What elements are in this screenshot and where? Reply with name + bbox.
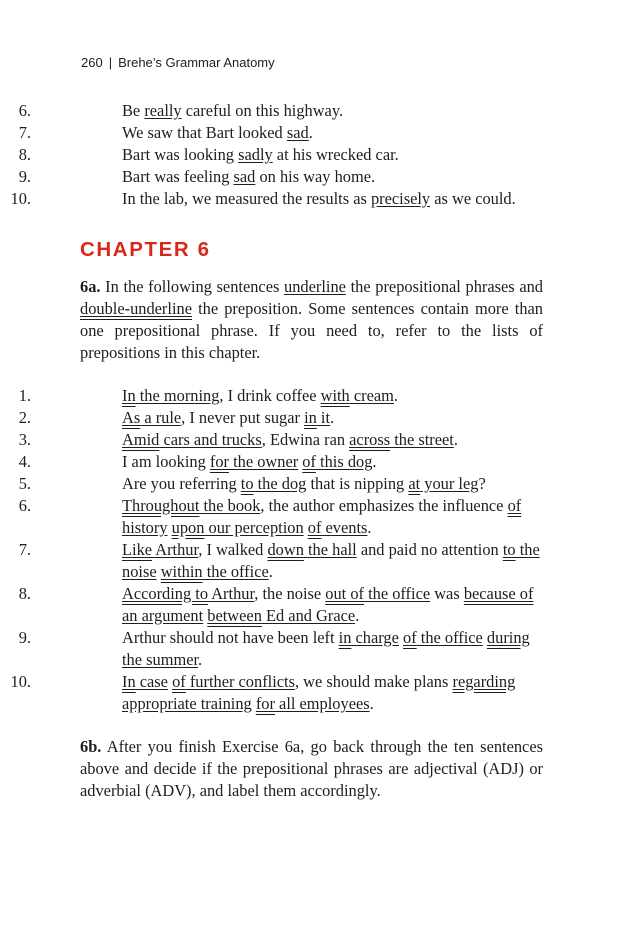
preposition: Like xyxy=(122,540,153,559)
preposition: of xyxy=(172,672,186,691)
chapter-heading: CHAPTER 6 xyxy=(80,238,211,261)
header-separator: | xyxy=(108,55,113,70)
phrase-object: the owner xyxy=(229,452,299,471)
previous-exercise-list xyxy=(0,100,630,210)
item-number: 3. xyxy=(18,430,31,449)
phrase-object: the summer xyxy=(122,650,199,669)
phrase-object: Arthur xyxy=(208,584,255,603)
exercise-item xyxy=(0,144,543,166)
preposition: in xyxy=(338,628,352,647)
preposition: with xyxy=(320,386,350,405)
sentence-text: In the lab, we measured the results as xyxy=(122,189,371,208)
preposition: out of xyxy=(325,584,364,603)
exercise-6a-label: 6a. xyxy=(80,277,101,296)
phrase-object: our perception xyxy=(204,518,304,537)
item-number: 6. xyxy=(18,101,31,120)
sentence-text: . xyxy=(355,606,360,625)
exercise-sentence xyxy=(0,451,543,473)
exercise-item xyxy=(0,122,543,144)
preposition: Throughout xyxy=(122,496,200,515)
preposition: between xyxy=(207,606,262,625)
phrase-object: Ed and Grace xyxy=(261,606,356,625)
phrase-object: really xyxy=(144,101,182,120)
sentence-text: . xyxy=(369,694,374,713)
preposition: of xyxy=(307,518,322,537)
phrase-object: it xyxy=(316,408,331,427)
item-number: 2. xyxy=(18,408,31,427)
phrase-object: your leg xyxy=(420,474,479,493)
phrase-object: charge xyxy=(351,628,399,647)
running-header xyxy=(81,55,275,70)
preposition: In xyxy=(122,672,136,691)
exercise-sentence xyxy=(0,627,543,671)
sentence-text: Arthur should not have been left xyxy=(122,628,339,647)
sentence-text: on his way home. xyxy=(255,167,376,186)
item-number: 7. xyxy=(18,540,31,559)
preposition: across xyxy=(349,430,391,449)
sentence-text: ? xyxy=(478,474,486,493)
underline-term: underline xyxy=(284,277,346,296)
item-number: 8. xyxy=(18,584,31,603)
preposition: in xyxy=(304,408,317,427)
sentence-text: careful on this highway. xyxy=(181,101,344,120)
preposition: to xyxy=(240,474,254,493)
preposition: of xyxy=(507,496,522,515)
page-number: 260 xyxy=(81,55,103,70)
phrase-object: Arthur xyxy=(152,540,199,559)
exercise-sentence xyxy=(0,385,543,407)
phrase-object: all employees xyxy=(274,694,370,713)
exercise-6a-text-3: the preposition. Some sentences contain more than one prepositional phrase. If you need to, refer to the lists of prepositions in this chapter. xyxy=(80,299,543,362)
phrase-object: the noise xyxy=(122,540,540,581)
sentence-text: . xyxy=(372,452,377,471)
preposition: for xyxy=(255,694,275,713)
phrase-object: this dog xyxy=(315,452,373,471)
item-number: 4. xyxy=(18,452,31,471)
preposition: within xyxy=(160,562,203,581)
item-number: 9. xyxy=(18,167,31,186)
phrase-object: the office xyxy=(202,562,269,581)
preposition: regarding xyxy=(452,672,516,691)
phrase-object: precisely xyxy=(370,189,431,208)
phrase-object: an argument xyxy=(122,606,204,625)
phrase-object: the office xyxy=(363,584,431,603)
preposition: According to xyxy=(122,584,209,603)
sentence-text: was xyxy=(430,584,464,603)
sentence-text: , the author emphasizes the influence xyxy=(260,496,508,515)
sentence-text: Be xyxy=(122,101,145,120)
phrase-object: a rule xyxy=(140,408,182,427)
preposition: Amid xyxy=(122,430,160,449)
exercise-6b-text: After you finish Exercise 6a, go back through the ten sentences above and decide if the prepositional phrases are adjectival (ADJ) or adverbial (ADV), and label them accordingly. xyxy=(80,737,543,800)
phrase-object: sad xyxy=(233,167,256,186)
preposition: of xyxy=(403,628,417,647)
item-number: 8. xyxy=(18,145,31,164)
exercise-sentence xyxy=(0,671,543,715)
exercise-sentence xyxy=(0,473,543,495)
exercise-6a-text-1: In the following sentences xyxy=(100,277,285,296)
exercise-6a-sentence-list xyxy=(0,385,630,715)
exercise-sentence xyxy=(0,583,543,627)
phrase-object: the dog xyxy=(253,474,307,493)
phrase-object: appropriate training xyxy=(122,694,252,713)
preposition: for xyxy=(209,452,229,471)
item-number: 1. xyxy=(18,386,31,405)
exercise-item xyxy=(0,188,543,210)
item-number: 6. xyxy=(18,496,31,515)
sentence-text: I am looking xyxy=(122,452,210,471)
preposition: upon xyxy=(171,518,205,537)
phrase-object: case xyxy=(135,672,168,691)
sentence-text: Bart was looking xyxy=(122,145,239,164)
exercise-sentence xyxy=(0,429,543,451)
preposition: In xyxy=(122,386,136,405)
phrase-object: sadly xyxy=(238,145,273,164)
phrase-object: the morning xyxy=(135,386,220,405)
book-title: Brehe’s Grammar Anatomy xyxy=(118,55,275,70)
sentence-text: Are you referring xyxy=(122,474,241,493)
exercise-6b-instructions xyxy=(80,736,543,802)
phrase-object: events xyxy=(321,518,368,537)
phrase-object: the book xyxy=(199,496,261,515)
item-number: 9. xyxy=(18,628,31,647)
sentence-text: as we could. xyxy=(430,189,516,208)
sentence-text: . xyxy=(330,408,335,427)
exercise-sentence xyxy=(0,407,543,429)
exercise-item xyxy=(0,166,543,188)
preposition: because of xyxy=(463,584,534,603)
phrase-object: history xyxy=(122,518,168,537)
sentence-text: . xyxy=(198,650,203,669)
sentence-text: . xyxy=(453,430,458,449)
exercise-item xyxy=(0,100,543,122)
sentence-text: , I walked xyxy=(198,540,268,559)
exercise-6a-text-2: the prepositional phrases and xyxy=(345,277,543,296)
exercise-6b-label: 6b. xyxy=(80,737,102,756)
phrase-object: cars and trucks xyxy=(159,430,262,449)
preposition: of xyxy=(302,452,316,471)
sentence-text: , I drink coffee xyxy=(219,386,321,405)
phrase-object: the office xyxy=(416,628,483,647)
sentence-text: Bart was feeling xyxy=(122,167,234,186)
item-number: 7. xyxy=(18,123,31,142)
sentence-text: . xyxy=(268,562,273,581)
phrase-object: sad xyxy=(286,123,309,142)
preposition: to xyxy=(502,540,516,559)
sentence-text: , we should make plans xyxy=(294,672,453,691)
exercise-6a-instructions xyxy=(80,276,543,364)
sentence-text: , Edwina ran xyxy=(261,430,350,449)
item-number: 10. xyxy=(10,672,31,691)
sentence-text: , I never put sugar xyxy=(181,408,305,427)
preposition: at xyxy=(408,474,421,493)
sentence-text: that is nipping xyxy=(306,474,409,493)
sentence-text: at his wrecked car. xyxy=(272,145,399,164)
phrase-object: further conflicts xyxy=(185,672,295,691)
sentence-text: , the noise xyxy=(254,584,326,603)
preposition: during xyxy=(486,628,530,647)
item-number: 10. xyxy=(10,189,31,208)
phrase-object: cream xyxy=(349,386,394,405)
exercise-sentence xyxy=(0,539,543,583)
sentence-text: . xyxy=(393,386,398,405)
sentence-text: We saw that Bart looked xyxy=(122,123,287,142)
preposition: As xyxy=(122,408,141,427)
phrase-object: the hall xyxy=(303,540,357,559)
exercise-sentence xyxy=(0,495,543,539)
sentence-text: . xyxy=(308,123,313,142)
preposition: down xyxy=(267,540,304,559)
sentence-text: and paid no attention xyxy=(356,540,503,559)
item-number: 5. xyxy=(18,474,31,493)
sentence-text: . xyxy=(367,518,372,537)
double-underline-term: double-underline xyxy=(80,299,192,318)
phrase-object: the street xyxy=(390,430,454,449)
